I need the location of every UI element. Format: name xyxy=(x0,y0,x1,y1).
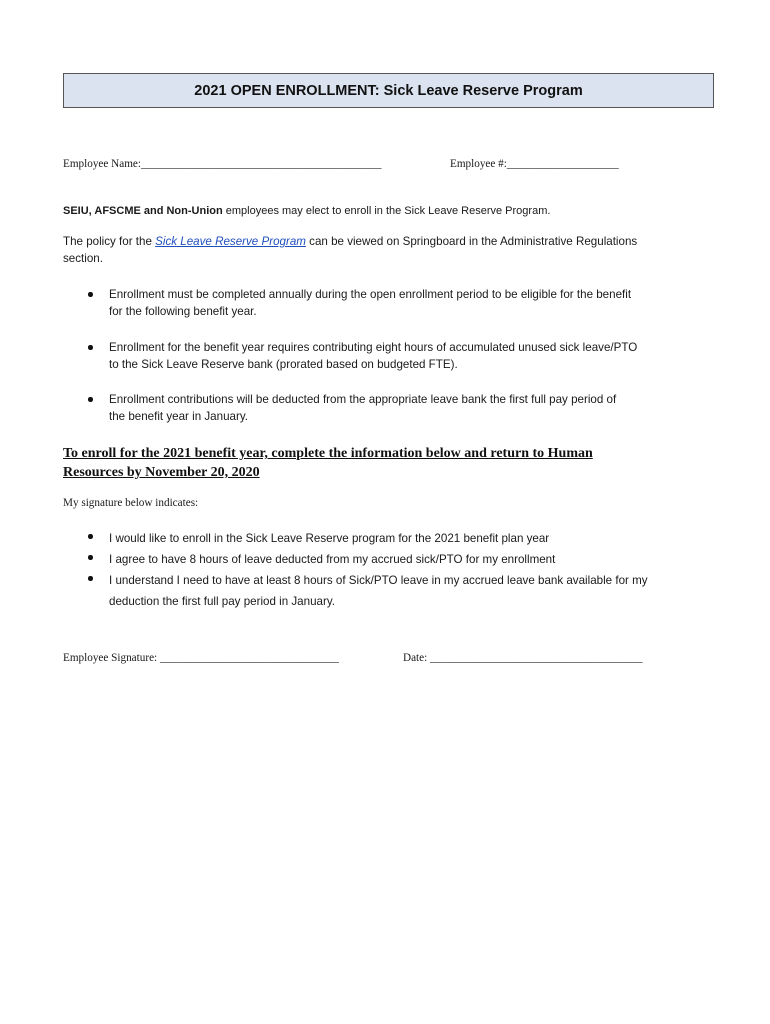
list-item: Enrollment must be completed annually during the open enrollment period to be eligible for the benefit for the following benefit year. xyxy=(85,286,631,320)
form-title-text: 2021 OPEN ENROLLMENT: Sick Leave Reserve Program xyxy=(194,82,583,99)
date-label: Date: xyxy=(403,652,428,664)
list-item: Enrollment for the benefit year requires contributing eight hours of accumulated unused sick leave/PTO to the Sick Leave Reserve bank (prorated based on budgeted FTE). xyxy=(85,339,637,373)
employee-name-field[interactable] xyxy=(63,158,382,170)
signature-intro: My signature below indicates: xyxy=(63,497,199,509)
list-item: I agree to have 8 hours of leave deducted from my accrued sick/PTO for my enrollment xyxy=(85,549,648,570)
signature-label: Employee Signature: xyxy=(63,652,158,664)
list-item: Enrollment contributions will be deducted from the appropriate leave bank the first full pay period of the benefit year in January. xyxy=(85,391,616,425)
signature-field[interactable] xyxy=(63,652,339,664)
eligibility-rest: employees may elect to enroll in the Sick Leave Reserve Program. xyxy=(222,205,551,217)
employee-number-label: Employee #: xyxy=(450,158,507,170)
employee-name-blank[interactable]: ___________________________________________ xyxy=(140,158,382,170)
date-blank[interactable]: ______________________________________ xyxy=(427,652,643,664)
date-field[interactable] xyxy=(403,652,643,664)
policy-link[interactable]: Sick Leave Reserve Program xyxy=(155,235,306,248)
eligibility-groups: SEIU, AFSCME and Non-Union xyxy=(63,205,223,217)
employee-name-label: Employee Name: xyxy=(63,158,141,170)
rules-list xyxy=(85,286,631,320)
rules-list-2 xyxy=(85,339,637,373)
list-item: I understand I need to have at least 8 hours of Sick/PTO leave in my accrued leave bank available for my deduction the first full pay period in January. xyxy=(85,570,648,612)
policy-paragraph xyxy=(63,233,637,267)
policy-line2: section. xyxy=(63,252,103,265)
employee-number-blank[interactable]: ____________________ xyxy=(506,158,619,170)
enroll-heading: To enroll for the 2021 benefit year, complete the information below and return to Human Resources by November 20, 2020 xyxy=(63,446,593,480)
list-item: I would like to enroll in the Sick Leave Reserve program for the 2021 benefit plan year xyxy=(85,528,648,549)
policy-prefix: The policy for the xyxy=(63,235,156,248)
form-title xyxy=(63,73,714,108)
employee-number-field[interactable] xyxy=(450,158,619,170)
acknowledgement-list xyxy=(85,528,648,612)
rules-list-3 xyxy=(85,391,616,425)
policy-suffix: can be viewed on Springboard in the Administrative Regulations xyxy=(305,235,638,248)
eligibility-statement xyxy=(63,205,550,217)
signature-blank[interactable]: ________________________________ xyxy=(157,652,339,664)
